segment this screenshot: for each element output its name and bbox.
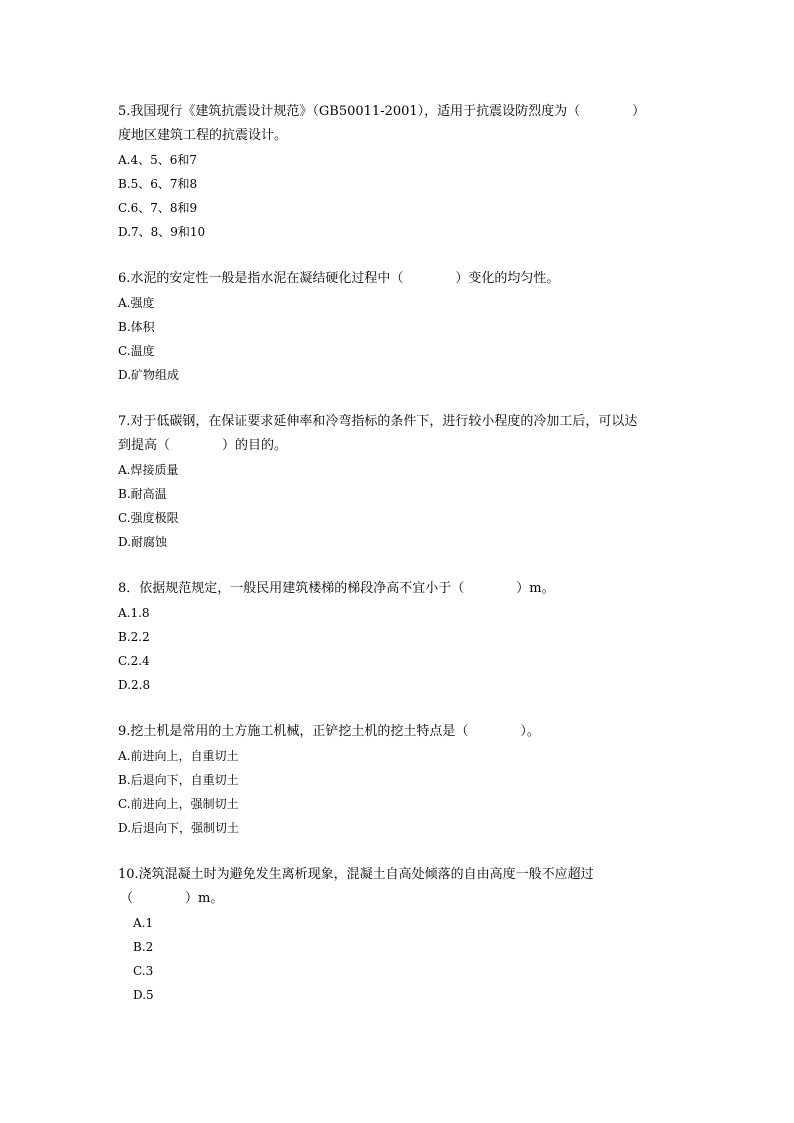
question-8-option-d: D.2.8 bbox=[118, 678, 151, 692]
question-5-option-d: D.7、8、9和10 bbox=[118, 225, 206, 239]
question-5-option-b: B.5、6、7和8 bbox=[118, 177, 198, 191]
question-6-option-b: B.体积 bbox=[118, 320, 155, 334]
question-9 bbox=[118, 720, 688, 840]
question-8 bbox=[118, 577, 688, 697]
question-9-option-b: B.后退向下，自重切土 bbox=[118, 773, 239, 787]
question-6-option-d: D.矿物组成 bbox=[118, 368, 180, 382]
question-5-option-c: C.6、7、8和9 bbox=[118, 201, 198, 215]
question-5-stem-line-2: 度地区建筑工程的抗震设计。 bbox=[118, 128, 288, 143]
question-10-option-a: A.1 bbox=[133, 916, 154, 930]
question-9-stem-line-1: 9.挖土机是常用的土方施工机械，正铲挖土机的挖土特点是（ ）。 bbox=[118, 724, 540, 739]
question-10-option-b: B.2 bbox=[133, 940, 154, 954]
question-8-option-c: C.2.4 bbox=[118, 654, 150, 668]
question-10-stem-line-2: （ ）m。 bbox=[120, 891, 224, 906]
question-6-option-a: A.强度 bbox=[118, 296, 155, 310]
question-8-option-a: A.1.8 bbox=[118, 606, 150, 620]
question-7-stem-line-1: 7.对于低碳钢，在保证要求延伸率和冷弯指标的条件下，进行较小程度的冷加工后，可以达 bbox=[118, 414, 638, 429]
question-9-option-d: D.后退向下，强制切土 bbox=[118, 821, 240, 835]
question-10-option-c: C.3 bbox=[133, 964, 154, 978]
question-8-stem-line-1: 8．依据规范规定，一般民用建筑楼梯的梯段净高不宜小于（ ）m。 bbox=[118, 581, 555, 596]
question-6 bbox=[118, 267, 688, 387]
question-5 bbox=[118, 100, 688, 244]
question-8-option-b: B.2.2 bbox=[118, 630, 150, 644]
question-6-stem-line-1: 6.水泥的安定性一般是指水泥在凝结硬化过程中（ ）变化的均匀性。 bbox=[118, 271, 560, 286]
question-10-stem-line-1: 10.浇筑混凝土时为避免发生离析现象，混凝土自高处倾落的自由高度一般不应超过 bbox=[118, 867, 594, 882]
question-5-option-a: A.4、5、6和7 bbox=[118, 153, 198, 167]
question-9-option-a: A.前进向上，自重切土 bbox=[118, 749, 239, 763]
question-10 bbox=[118, 863, 688, 1007]
question-7 bbox=[118, 410, 688, 554]
question-10-option-d: D.5 bbox=[133, 988, 154, 1002]
question-5-stem-line-1: 5.我国现行《建筑抗震设计规范》（GB50011-2001），适用于抗震设防烈度为（ ） bbox=[118, 104, 646, 119]
document-page bbox=[118, 100, 688, 1030]
question-7-option-a: A.焊接质量 bbox=[118, 463, 179, 477]
question-7-stem-line-2: 到提高（ ）的目的。 bbox=[118, 438, 288, 453]
question-7-option-d: D.耐腐蚀 bbox=[118, 535, 168, 549]
question-7-option-b: B.耐高温 bbox=[118, 487, 167, 501]
question-6-option-c: C.温度 bbox=[118, 344, 155, 358]
question-9-option-c: C.前进向上，强制切土 bbox=[118, 797, 239, 811]
question-7-option-c: C.强度极限 bbox=[118, 511, 179, 525]
